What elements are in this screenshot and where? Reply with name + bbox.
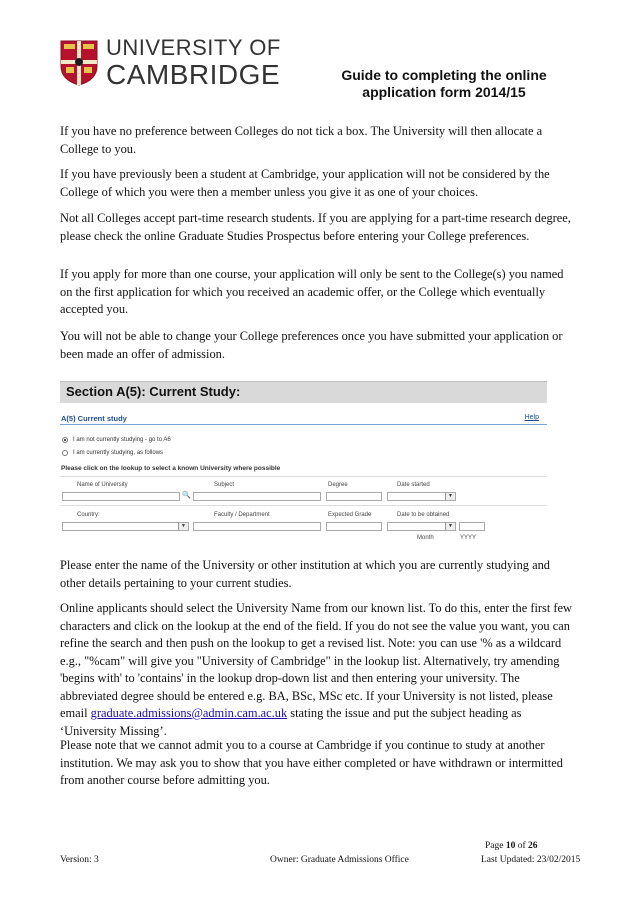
online-applicants-text: Online applicants should select the University Name from our known list. To do this, enter the first few characters and click on the lookup at the end of the field. If you do not see the value you want, you can refine the search and then push on the lookup to get a revised list. Note: you can use '% as a wildcard e.g., "%cam" will give you "University of Cambridge" in the lookup list. Alternatively, try amending 'begins with' to 'contains' in the lookup drop-down list and then entering your university. The abbreviated degree should be entered e.g. BA, BSc, MSc etc. If your University is not listed, please email [60, 601, 572, 720]
country-select[interactable] [62, 522, 189, 531]
section-title: Section A(5): Current Study: [66, 384, 241, 399]
magnifier-icon[interactable]: 🔍 [182, 492, 191, 499]
label-expected-grade: Expected Grade [328, 512, 372, 518]
label-country: Country: [77, 512, 100, 518]
paragraph-other-institution: Please note that we cannot admit you to a course at Cambridge if you continue to study at another institution. We may ask you to show that you have either completed or have withdrawn or intermitted from another course before admitting you. [60, 738, 563, 787]
page-current: 10 [505, 841, 516, 851]
degree-input[interactable] [326, 492, 382, 501]
radio-selected-icon[interactable] [62, 437, 68, 443]
paragraph-enter-university: Please enter the name of the University or other institution at which you are currently studying and other details pertaining to your current studies. [60, 558, 550, 590]
guide-title-line-2: application form 2014/15 [362, 84, 526, 100]
label-date-obtained: Date to be obtained [397, 512, 450, 518]
row-divider [60, 505, 547, 506]
university-name-input[interactable] [62, 492, 180, 501]
date-obtained-select[interactable] [387, 522, 456, 531]
footer-last-updated: Last Updated: 23/02/2015 [481, 855, 581, 865]
logo-line-2: CAMBRIDGE [106, 59, 281, 90]
page-total: 26 [528, 841, 538, 851]
label-degree: Degree [328, 482, 348, 488]
form-header [60, 412, 547, 425]
label-date-started: Date started [397, 482, 430, 488]
radio-not-studying[interactable] [62, 437, 171, 443]
label-year: YYYY [460, 535, 477, 541]
label-month: Month [417, 535, 434, 541]
form-heading: A(5) Current study [61, 414, 127, 423]
section-heading-bar [60, 381, 547, 403]
logo-wordmark [106, 37, 281, 89]
form-screenshot [60, 412, 547, 544]
row-divider [60, 476, 547, 477]
email-link[interactable]: graduate.admissions@admin.cam.ac.uk [90, 706, 288, 720]
radio-currently-studying[interactable] [62, 450, 163, 456]
page-prefix: Page [485, 841, 506, 851]
footer-owner: Owner: Graduate Admissions Office [270, 855, 409, 865]
lookup-note: Please click on the lookup to select a known University where possible [61, 465, 281, 472]
label-name-of-university: Name of University [77, 482, 128, 488]
radio-currently-studying-label: I am currently studying, as follows [73, 450, 164, 456]
label-subject: Subject [214, 482, 235, 488]
label-faculty: Faculty / Department [214, 512, 270, 518]
faculty-input[interactable] [193, 522, 321, 531]
footer-version: Version: 3 [60, 855, 99, 865]
paragraph-no-change: You will not be able to change your College preferences once you have submitted your application or been made an offer of admission. [60, 329, 563, 361]
paragraph-part-time: Not all Colleges accept part-time research students. If you are applying for a part-time research degree, please check the online Graduate Studies Prospectus before entering your College preferences. [60, 211, 571, 243]
help-link[interactable]: Help [524, 414, 539, 421]
logo-line-1: UNIVERSITY OF [106, 35, 281, 60]
date-started-select[interactable] [387, 492, 456, 501]
expected-grade-input[interactable] [326, 522, 382, 531]
page-of: of [515, 841, 529, 851]
dropdown-arrow-icon[interactable]: ▼ [445, 493, 455, 500]
page-number [485, 841, 538, 851]
paragraph-multiple-courses: If you apply for more than one course, your application will only be sent to the College(s) you named on the first application for which you received an academic offer, or the College which eventually accepted you. [60, 267, 564, 316]
online-applicants-text-end: stating the issue and put the subject heading as ‘University Missing’. [60, 706, 522, 738]
university-logo [60, 37, 281, 89]
guide-title-line-1: Guide to completing the online [341, 67, 547, 83]
year-input[interactable] [459, 522, 485, 531]
radio-unselected-icon[interactable] [62, 450, 68, 456]
radio-not-studying-label: I am not currently studying - go to A6 [73, 437, 171, 443]
paragraph-previous-student: If you have previously been a student at Cambridge, your application will not be considered by the College of which you were then a member unless you give it as one of your choices. [60, 167, 550, 199]
guide-title [315, 67, 573, 101]
paragraph-no-preference: If you have no preference between Colleges do not tick a box. The University will then allocate a College to you. [60, 124, 543, 156]
subject-input[interactable] [193, 492, 321, 501]
dropdown-arrow-icon[interactable]: ▼ [178, 523, 188, 530]
paragraph-online-applicants [60, 600, 575, 740]
dropdown-arrow-icon[interactable]: ▼ [445, 523, 455, 530]
cambridge-crest-icon [60, 40, 98, 86]
